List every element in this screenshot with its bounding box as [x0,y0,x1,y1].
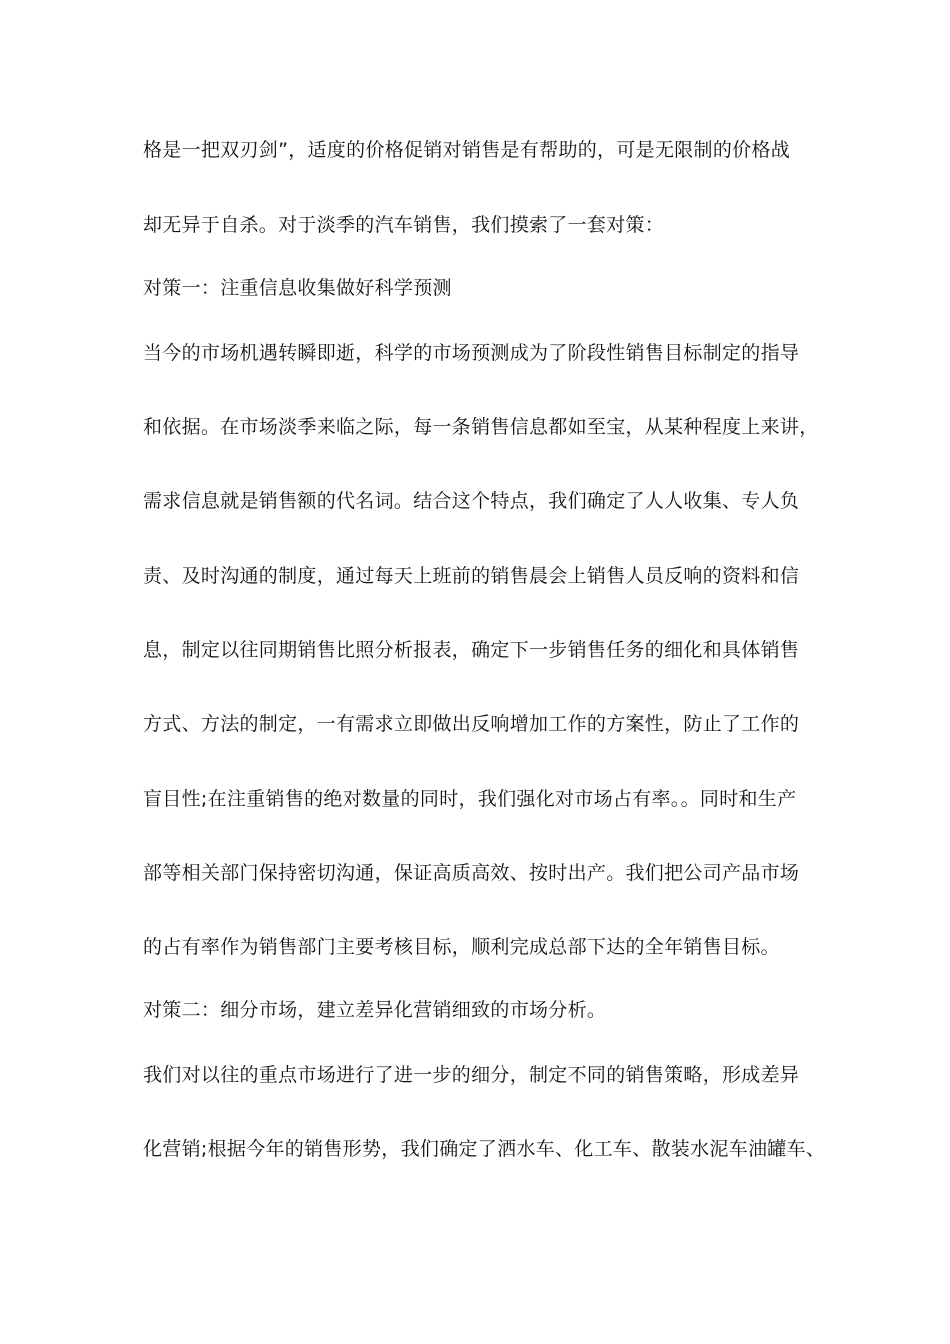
text-line-7: 责、及时沟通的制度，通过每天上班前的销售晨会上销售人员反响的资料和信 [143,565,800,587]
heading-strategy-two: 对策二：细分市场，建立差异化营销细致的市场分析。 [143,999,607,1021]
text-line-4: 当今的市场机遇转瞬即逝，科学的市场预测成为了阶段性销售目标制定的指导 [143,342,800,364]
text-line-10: 盲目性;在注重销售的绝对数量的同时，我们强化对市场占有率。。同时和生产 [143,788,797,810]
text-line-15: 化营销;根据今年的销售形势，我们确定了洒水车、化工车、散装水泥车油罐车、 [143,1138,826,1160]
text-line-8: 息，制定以往同期销售比照分析报表，确定下一步销售任务的细化和具体销售 [143,639,800,661]
text-line-1: 格是一把双刃剑”，适度的价格促销对销售是有帮助的，可是无限制的价格战 [143,139,791,161]
text-line-6: 需求信息就是销售额的代名词。结合这个特点，我们确定了人人收集、专人负 [143,490,800,512]
text-line-11: 部等相关部门保持密切沟通，保证高质高效、按时出产。我们把公司产品市场 [143,862,800,884]
text-line-2: 却无异于自杀。对于淡季的汽车销售，我们摸索了一套对策： [143,214,665,236]
text-line-14: 我们对以往的重点市场进行了进一步的细分，制定不同的销售策略，形成差异 [143,1064,800,1086]
text-line-12: 的占有率作为销售部门主要考核目标，顺利完成总部下达的全年销售目标。 [143,936,780,958]
text-line-9: 方式、方法的制定，一有需求立即做出反响增加工作的方案性，防止了工作的 [143,713,800,735]
heading-strategy-one: 对策一：注重信息收集做好科学预测 [143,277,452,299]
text-line-5: 和依据。在市场淡季来临之际，每一条销售信息都如至宝，从某种程度上来讲， [143,416,819,438]
